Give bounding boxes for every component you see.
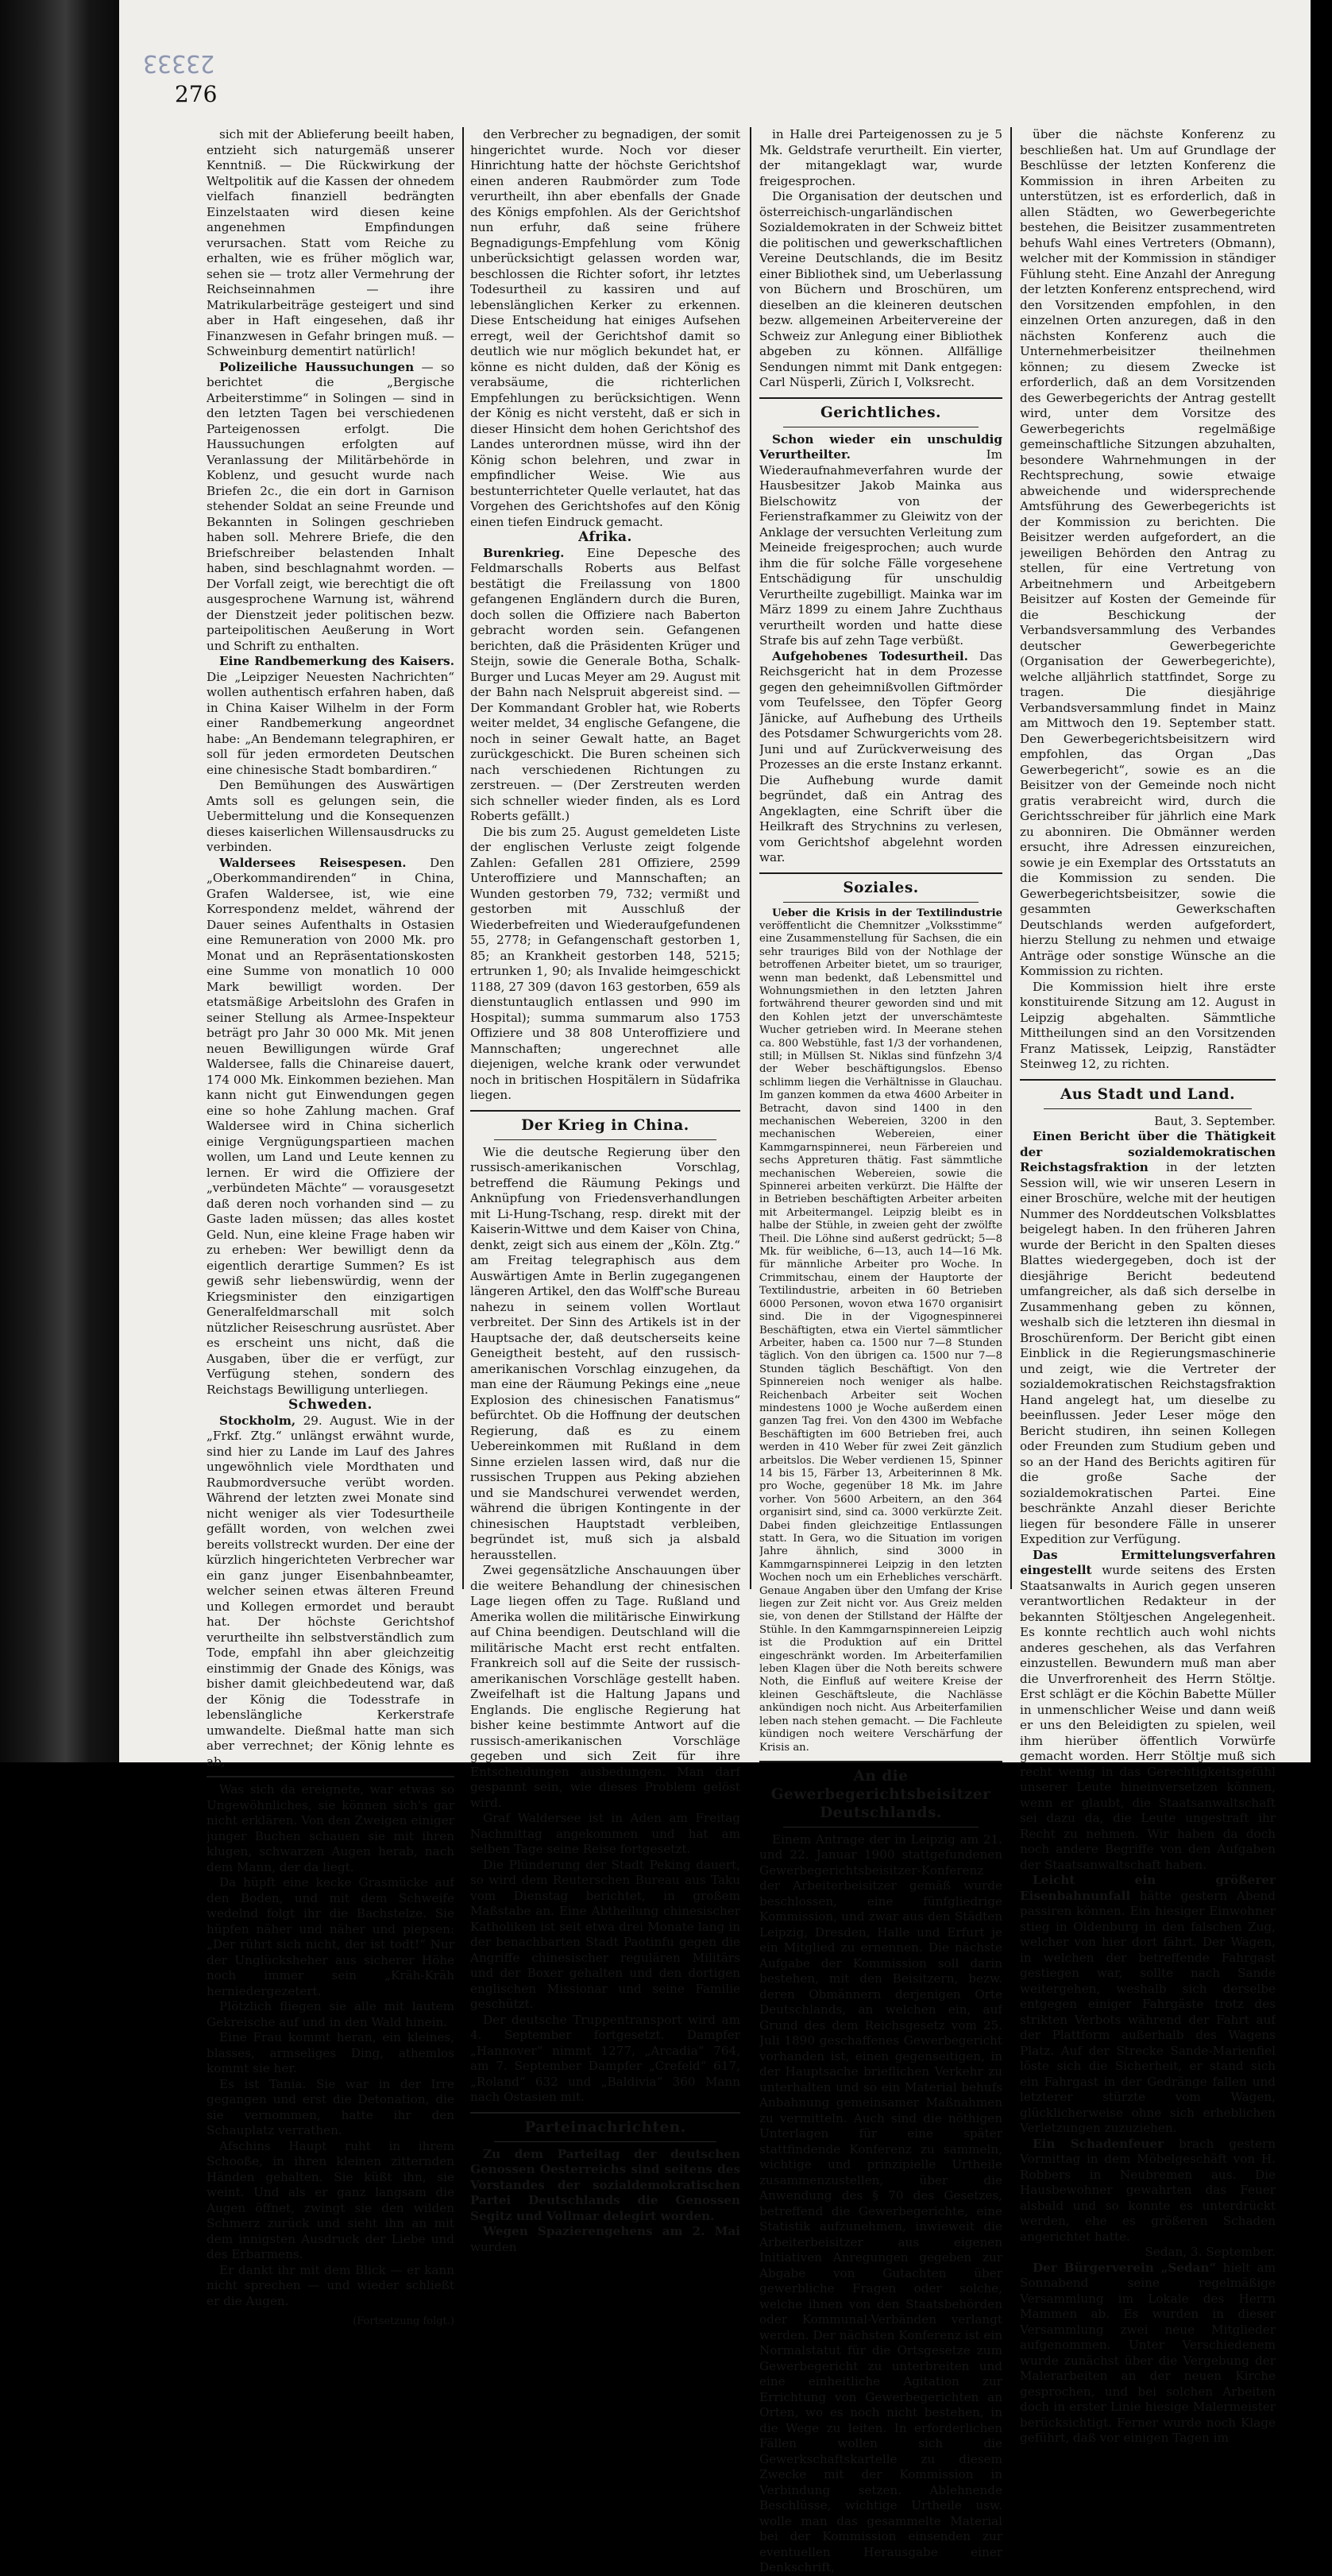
paragraph bbox=[207, 654, 454, 778]
paragraph: Eine Frau kommt heran, ein kleines, blasses, armseliges Ding, athemlos kommt sie her. bbox=[207, 2030, 454, 2075]
lead-in: Einen Bericht über die Thätigkeit der sozialdemokratischen Reichstagsfraktion bbox=[1020, 1129, 1276, 1174]
lead-in: Burenkrieg. bbox=[483, 545, 565, 560]
column-rule bbox=[462, 127, 464, 1589]
paragraph: Da hüpft eine kecke Grasmücke auf den Boden, und mit dem Schweife wedelnd folgt ihr die Bachstelze. Sie hüpfen näher und näher und piepsen: „Der rührt sich nicht, der ist todt!“ Nur der Unglücksheher aus sicherer Höhe noch immer sein „Kräh-Kräh herniedergezetert. bbox=[207, 1875, 454, 1998]
paragraph: Einem Antrage der in Leipzig am 21. und 22. Januar 1900 stattgefundenen Gewerbegerichtsbeisitzer-Konferenz der Arbeiterbeisitzer gemäß wurde beschlossen, eine fünfgliedrige Kommission, und zwar aus den Städten Leipzig, Dresden, Halle und Erfurt je ein Mitglied zu ernennen. Die nächste Aufgabe der Kommission soll darin bestehen, mit den Beisitzern, bezw. deren Obmännern derjenigen Orte Deutschlands, an welchen ein, auf Grund des dem Reichsgesetz vom 25. Juli 1890 geschaffenes Gewerbegericht vorhanden ist, einen gegenseitigen, in der Hauptsache brieflichen Verkehr zu unterhalten und so ein Material behufs Anbahnung gemeinsamer Maßnahmen zu vermitteln. Auch sind die nöthigen Unterlagen für eine später stattfindende Konferenz zu sammeln, wichtige und prinzipielle Urtheile zusammenzustellen, über die Anwendung des § 70 des Gesetzes, betreffend die Gewerbegerichte, eine Statistik aufzunehmen, inwieweit die Arbeiterbeisitzer aus eigenen Initiativen Anregungen gegeben zur Abgabe von Gutachten über gewerbliche Fragen oder solche, welche ihnen von den Staatsbehörden oder Kommunal-Verbänden verlangt werden. Der nächsten Konferenz ist ein Normalstatut für die Ortsgesetze zum Gewerbegericht zu unterbreiten und eine einheitliche Agitation zur Errichtung von Gewerbegerichten an Orten, wo es noch nicht bestehen, in die Wege zu leiten. In erforderlichen Fällen wollen sich die Gewerkschaftskartelle zu diesem Zwecke mit der Kommission in Verbindung setzen. Ablehnende Beschlüsse, wichtige Urtheile usw. wolle man das gesammelte Material bei der Kommission einsenden zur eventuellen Herausgabe einer Denkschrift, bbox=[759, 1831, 1002, 2575]
paragraph bbox=[470, 2224, 740, 2255]
paragraph-text: Das Reichsgericht hat in dem Prozesse gegen den geheimnißvollen Giftmörder vom Teufelssee, den Töpfer Georg Jänicke, auf Aufhebung des Urtheils des Potsdamer Schwurgerichts vom 28. Juni und auf Zurückverweisung des Prozesses an die erste Instanz erkannt. Die Aufhebung wurde damit begründet, daß ein Antrag des Angeklagten, eine Schrift über die Heilkraft des Strychnins zu verlesen, vom Gerichtshof abgelehnt worden war. bbox=[759, 648, 1002, 864]
paragraph-text: Eine Depesche des Feldmarschalls Roberts aus Belfast bestätigt die Freilassung von 1800 gefangenen Engländern durch die Buren, doch sollen die Offiziere nach Baberton gebracht worden sein. Gefangenen berichten, daß die Präsidenten Krüger und Steijn, sowie die Generale Botha, Schalk-Burger und Lucas Meyer am 29. August mit der Bahn nach Nelspruit abgereist sind. — Der Kommandant Grobler hat, wie Roberts weiter meldet, 34 englische Gefangene, die noch in seiner Gewalt hatte, an Baget zurückgeschickt. Die Buren scheinen sich nach verschiedenen Richtungen zu zerstreuen. — (Der Zerstreuten werden sich schneller wieder finden, als es Lord Roberts gefällt.) bbox=[470, 545, 740, 823]
section-heading: Soziales. bbox=[843, 879, 919, 896]
paragraph: Afschins Haupt ruht in ihrem Schooße, in ihren kleinen zitternden Händen gehalten. Sie küßt ihn, sie weint. Und als er ganz langsam die Augen öffnet, zwingt sie den wilden Schmerz zurück und sieht ihn an mit dem innigsten Ausdruck der Liebe und des Erbarmens. bbox=[207, 2138, 454, 2261]
section-heading: Parteinachrichten. bbox=[524, 2118, 686, 2136]
paragraph: Graf Waldersee ist in Aden am Freitag Nachmittag angekommen und hat am selben Tage seine Reise fortgesetzt. bbox=[470, 1811, 740, 1856]
lead-in: Ueber die Krisis in der Textilindustrie bbox=[772, 907, 1002, 919]
paragraph bbox=[759, 432, 1002, 649]
section-divider bbox=[759, 872, 1002, 874]
lead-in: Polizeiliche Haussuchungen bbox=[219, 359, 415, 374]
column-2 bbox=[470, 127, 740, 2255]
paragraph: in Halle drei Parteigenossen zu je 5 Mk. Geldstrafe verurtheilt. Ein vierter, der mitangeklagt war, wurde freigesprochen. bbox=[759, 127, 1002, 188]
paragraph bbox=[207, 856, 454, 1398]
book-binding bbox=[0, 0, 119, 1762]
newspaper-page bbox=[119, 0, 1311, 2575]
column-3 bbox=[759, 127, 1002, 2576]
paragraph bbox=[1020, 2137, 1276, 2245]
paragraph: Zwei gegensätzliche Anschauungen über die weitere Behandlung der chinesischen Lage liegen offen zu Tage. Rußland und Amerika wollen die militärische Einwirkung auf China beendigen. Deutschland will die militärische Macht erst recht entfalten. Frankreich soll auf die Seite der russisch-amerikanischen Vorschläge gestellt haben. Zweifelhaft ist die Haltung Japans und Englands. Die englische Regierung hat bisher keine bestimmte Antwort auf die russisch-amerikanischen Vorschläge gegeben und sich Zeit für ihre Entscheidungen ausbedungen. Man darf gespannt sein, wie dieses Problem gelöst wird. bbox=[470, 1563, 740, 1810]
column-1 bbox=[207, 127, 454, 2330]
column-rule bbox=[1010, 127, 1012, 1589]
section-heading: Schweden. bbox=[288, 1397, 373, 1413]
paragraph-text: Im Wiederaufnahmeverfahren wurde der Hausbesitzer Jakob Mainka aus Bielschowitz von der Ferienstrafkammer zu Gleiwitz von der Anklage der versuchten Verleitung zum Meineide freigesprochen; auch wurde ihm die für solche Fälle vorgesehene Entschädigung für unschuldig Verurtheilte zugebilligt. Mainka war im März 1899 zu einem Jahre Zuchthaus verurtheilt worden und hatte diese Strafe bis auf zehn Tage verbüßt. bbox=[759, 447, 1002, 648]
paragraph bbox=[1020, 1873, 1276, 2137]
page-number: 276 bbox=[175, 81, 218, 107]
lead-in: Leicht ein größerer Eisenbahnunfall bbox=[1020, 1873, 1276, 1903]
paragraph: Er dankt ihr mit dem Blick — er kann nicht sprechen — und wieder schließt er die Augen. bbox=[207, 2262, 454, 2308]
paragraph-text: wurde seitens des Ersten Staatsanwalts in Aurich gegen unseren verantwortlichen Redakteur in der bekannten Stöltjeschen Angelegenheit. Es konnte rechtlich auch wohl nichts anderes geschehen, als das Verfahren einzustellen. Bewundern muß man aber die Unverfrorenheit des Herrn Stöltje. Erst schlägt er die Köchin Babette Müller in unmenschlicher Weise und dann weiß er uns den Beleidigten zu spielen, weil ihm hierüber öffentlich Vorwürfe gemacht worden. Herr Stöltje muß sich recht wenig in das Gerechtigkeitsgefühl unserer Leute hineinversetzen können, wenn er glaubt, die Staatsanwaltschaft sei dazu da, die Leute ungestraft ihr Recht zu nehmen. Wir haben da doch noch andere Begriffe von den Aufgaben der Staatsanwaltschaft haben. bbox=[1020, 1563, 1276, 1872]
heading-underline bbox=[783, 902, 979, 903]
paragraph bbox=[207, 360, 454, 655]
paragraph: über die nächste Konferenz zu beschließen hat. Um auf Grundlage der Beschlüsse der letzten Konferenz die Kommission in ihren Arbeiten zu unterstützen, ist es erforderlich, daß in allen Städten, wo Gewerbegerichte bestehen, die Beisitzer zusammentreten behufs Wahl eines Vertreters (Obmann), welcher mit der Kommission in ständiger Fühlung steht. Eine Anzahl der Anregung der letzten Konferenz entsprechend, wird den Vorsitzenden empfohlen, in den einzelnen Orten anzuregen, daß in den nächsten Konferenz auch die Unternehmerbeisitzer theilnehmen können; zu diesem Zwecke ist erforderlich, daß an dem Vorsitzenden des Gewerbegerichts der Antrag gestellt wird, unter dem Vorsitze des Gewerbegerichts regelmäßige gemeinschaftliche Sitzungen abzuhalten, besondere Wahrnehmungen in der Rechtsprechung, sowie etwaige abweichende und widersprechende Amtsführung des Gewerbegerichts ist der Kommission zu berichten. Die Beisitzer werden aufgefordert, an die jeweiligen Behörden den Antrag zu stellen, für eine Vertretung von Arbeitnehmern und Arbeitgebern Beisitzer auf Kosten der Gemeinde für die Beschickung der Verbandsversammlung des Verbandes deutscher Gewerbegerichte (Organisation der Gewerbegerichte), welche alljährlich stattfindet, Sorge zu tragen. Die diesjährige Verbandsversammlung findet in Mainz am Mittwoch den 19. September statt. Den Gewerbegerichtsbeisitzern wird empfohlen, das Organ „Das Gewerbegericht“, sowie es an die Beisitzer von der Gemeinde noch nicht gratis verabreicht wird, durch die Gerichtsschreiber für jährlich eine Mark zu abonniren. Die Obmänner werden ersucht, ihre Adressen einzureichen, sowie je ein Exemplar des Ortsstatuts an die Kommission zu senden. Die Gewerbegerichtsbeisitzer, sowie die gesammten Gewerkschaften Deutschlands werden aufgefordert, hierzu Stellung zu nehmen und etwaige Anträge oder sonstige Wünsche an die Kommission zu richten. bbox=[1020, 127, 1276, 978]
dateline: Sedan, 3. September. bbox=[1145, 2245, 1276, 2259]
section-divider bbox=[470, 2112, 740, 2114]
paragraph: Wie die deutsche Regierung über den russisch-amerikanischen Vorschlag, betreffend die Räumung Pekings und Anknüpfung von Friedensverhandlungen mit Li-Hung-Tschang, resp. direkt mit der Kaiserin-Wittwe und dem Kaiser von China, denkt, zeigt sich aus einem der „Köln. Ztg.“ am Freitag telegraphisch aus dem Auswärtigen Amte in Berlin zugegangenen längeren Artikel, den das Wolff'sche Bureau nahezu in seinem vollen Wortlaut verbreitet. Der Sinn des Artikels ist in der Hauptsache der, daß deutscherseits keine Geneigtheit besteht, auf den russisch-amerikanischen Vorschlag einzugehen, da man eine der Räumung Pekings eine „neue Explosion des chinesischen Fanatismus“ befürchtet. Ob die Hoffnung der deutschen Regierung, daß es zu einem Uebereinkommen mit Rußland in dem Sinne erzielen lassen wird, daß nur die russischen Truppen aus Peking abziehen und sie Mandschurei verwendet werden, während die übrigen Kontingente in der chinesischen Hauptstadt verbleiben, begründet ist, muß sich ja alsbald herausstellen. bbox=[470, 1144, 740, 1562]
column-4 bbox=[1020, 127, 1276, 2446]
paragraph: Den Bemühungen des Auswärtigen Amts soll es gelungen sein, die Uebermittelung und die Konsequenzen dieses kaiserlichen Willensausdrucks zu verbinden. bbox=[207, 778, 454, 854]
paragraph: Der deutsche Truppentransport wird am 4. September fortgesetzt. Dampfer „Hannover“ nimmt 1277, „Arcadia“ 764, am 7. September Dampfer „Crefeld“ 617, „Roland“ 632 und „Baldivia“ 360 Mann nach Ostasien mit. bbox=[470, 2012, 740, 2104]
paragraph-text: in der letzten Session will, wie wir unseren Lesern in einer Broschüre, welche mit der heutigen Nummer des Norddeutschen Volksblattes beigelegt haben. In den früheren Jahren wurde der Bericht in den Spalten dieses Blattes wiedergegeben, doch ist der diesjährige Bericht bedeutend umfangreicher, als daß sich derselbe in Zusammenhang geben zu können, weshalb sich die letzteren ihn diesmal in Broschürenform. Der Bericht gibt einen Einblick in die Regierungsmaschinerie und zeigt, wie die Vertreter der sozialdemokratischen Reichstagsfraktion Hand angelegt hat, um dieselbe zu beeinflussen. Jeder Leser möge den Bericht studiren, ihn seinen Kollegen oder Freunden zum Studium geben und so an der Hand des Berichts agitiren für die große Sache der sozialdemokratischen Partei. Eine beschränkte Anzahl dieser Berichte liegen für besondere Fälle in unserer Expedition zur Verfügung. bbox=[1020, 1160, 1276, 1546]
paragraph: den Verbrecher zu begnadigen, der somit hingerichtet wurde. Noch vor dieser Hinrichtung hatte der höchste Gerichtshof einen anderen Raubmörder zum Tode verurtheilt, ihn aber ebenfalls der Gnade des Königs empfohlen. Als der Gerichtshof nun erfuhr, daß seine frühere Begnadigungs-Empfehlung vom König unberücksichtigt gelassen worden war, beschlossen die Richter sofort, ihr letztes Todesurtheil zu kassiren und auf lebenslänglichen Kerker zu erkennen. Diese Entscheidung hat einiges Aufsehen erregt, weil der Gerichtshof damit so deutlich wie nur möglich bekundet hat, er könne es nicht dulden, daß der König es verabsäume, die richterlichen Empfehlungen zu berücksichtigen. Wenn der König es nicht versteht, daß er sich in dieser Hinsicht dem hohen Gerichtshof des Landes unterordnen müsse, wird ihn der König schon belehren, und zwar in empfindlicher Weise. Wie aus bestunterrichteter Quelle verlautet, hat das Vorgehen des Gerichtshofes auf den König einen tiefen Eindruck gemacht. bbox=[470, 127, 740, 529]
lead-in: Das Ermittelungsverfahren eingestellt bbox=[1020, 1547, 1276, 1577]
paragraph-text: 29. August. Wie in der „Frkf. Ztg.“ unlängst erwähnt wurde, sind hier zu Lande im Lauf des Jahres ungewöhnlich viele Mordthaten und Raubmordversuche verübt worden. Während der letzten zwei Monate sind nicht weniger als vier Todesurtheile gefällt worden, von welchen zwei bereits vollstreckt wurden. Der eine der kürzlich hingerichteten Verbrecher war ein ganz junger Eisenbahnbeamter, welcher seinen etwas älteren Freund und Kollegen ermordet und beraubt hat. Der höchste Gerichtshof verurtheilte ihn selbstverständlich zum Tode, empfahl ihn aber gleichzeitig einstimmig der Gnade des Königs, was bisher damit gleichbedeutend war, daß der König die Todesstrafe in lebenslängliche Kerkerstrafe umwandelte. Dießmal hatte man sich aber verrechnet; der König lehnte es ab, bbox=[207, 1413, 454, 1769]
paragraph bbox=[1020, 1548, 1276, 1874]
paragraph bbox=[1020, 2261, 1276, 2446]
archive-stamp: 23333 bbox=[143, 49, 215, 77]
lead-in: Stockholm, bbox=[219, 1413, 296, 1428]
paragraph bbox=[759, 907, 1002, 1754]
paragraph: Zu dem Parteitag der deutschen Genossen Oesterreichs sind seitens des Vorstandes der sozialdemokratischen Partei Deutschlands die Genossen Segitz und Vollmar delegirt worden. bbox=[470, 2146, 740, 2223]
feuilleton-divider bbox=[207, 1776, 454, 1777]
paragraph: sich mit der Ablieferung beeilt haben, entzieht sich naturgemäß unserer Kenntniß. — Die Rückwirkung der Weltpolitik auf die Kassen der ohnedem vielfach finanziell bedrängten Einzelstaaten wird diesen keine angenehmen Empfindungen verursachen. Statt vom Reiche zu erhalten, wie es früher möglich war, sehen sie — trotz aller Vermehrung der Reichseinnahmen — ihre Matrikularbeiträge gesteigert und sind aber in Haft eingesehen, daß ihr Finanzwesen in Gefahr bringen muß. — Schweinburg dementirt natürlich! bbox=[207, 127, 454, 358]
lead-in: Der Bürgerverein „Sedan“ bbox=[1033, 2260, 1217, 2275]
section-heading: Afrika. bbox=[578, 529, 632, 545]
paragraph-text: wurden bbox=[470, 2239, 517, 2254]
paragraph bbox=[207, 1414, 454, 1770]
section-heading: Aus Stadt und Land. bbox=[1060, 1085, 1236, 1103]
paragraph-text: Den „Oberkommandirenden“ in China, Grafen Waldersee, ist, wie eine Korrespondenz meldet, während der Dauer seines Aufenthalts in Ostasien eine Remuneration von 2000 Mk. pro Monat und an Repräsentationskosten eine Summe von monatlich 10 000 Mark bewilligt worden. Der etatsmäßige Arbeitslohn des Grafen in seiner Stellung als Armee-Inspekteur beträgt pro Jahr 30 000 Mk. Mit jenen neuen Bewilligungen würde Graf Waldersee, falls die Chinareise dauert, 174 000 Mk. Einkommen beziehen. Man kann nicht gut Einwendungen gegen eine so hohe Zahlung machen. Graf Waldersee wird in China sicherlich einige Vergnügungspartieen machen wollen, um Land und Leute kennen zu lernen. Er wird die Offiziere der „verbündeten Mächte“ — vorausgesetzt daß deren noch vorhanden sind — zu Gaste laden müssen; das alles kostet Geld. Nun, eine kleine Frage haben wir zu erheben: Wer bewilligt denn da eigentlich derartige Summen? Es ist gewiß sehr liebenswürdig, wenn der Kriegsminister den einzigartigen Generalfeldmarschall mit solch nützlicher Reiseschrung ausrüstet. Aber es erscheint uns nicht, daß die Ausgaben, über die er verfügt, zur Verfügung stehen, sondern des Reichstags Bewilligung unterliegen. bbox=[207, 855, 454, 1397]
heading-underline bbox=[783, 1827, 979, 1828]
paragraph-text: brach gestern Vormittag in dem Möbelgeschäft von H. Robbers in Neubremen aus. Die Hausbewohner gewahrten das Feuer alsbald und so konnte es unterdrückt werden, ehe es größeren Schaden angerichtet hatte. bbox=[1020, 2136, 1276, 2244]
paragraph: Die bis zum 25. August gemeldeten Liste der englischen Verluste zeigt folgende Zahlen: Gefallen 281 Offiziere, 2599 Unteroffiziere und Mannschaften; an Wunden gestorben 79, 732; vermißt und gestorben mit Ausschluß der Wiederbefreiten und Wiederaufgefundenen 55, 2778; in Gefangenschaft gestorben 1, 85; an Krankheit gestorben 148, 5215; ertrunken 1, 90; als Invalide heimgeschickt 1188, 27 309 (davon 163 gestorben, 659 als dienstuntauglich entlassen und 990 im Hospital); summa summarum also 1753 Offiziere und 38 808 Unteroffiziere und Mannschaften; ungerechnet alle diejenigen, welche krank oder verwundet noch in britischen Hospitälern in Südafrika liegen. bbox=[470, 824, 740, 1102]
heading-underline bbox=[494, 1139, 716, 1140]
section-heading: An die Gewerbegerichtsbeisitzer Deutschlands. bbox=[770, 1767, 991, 1821]
paragraph: Plötzlich fliegen sie alle mit lautem Gekreische auf und in den Wald hinein. bbox=[207, 1999, 454, 2029]
paragraph-text: hätte gestern Abend passiren können. Ein hiesiger Einwohner stieg in Oldenburg in den falschen Zug, welcher von hier dort fährt. Der Wagen, in welchen der betreffende Fahrgast gestiegen war, sollte nach Sande weitergehen, weshalb sich derselbe entgegen einiger Fahrgäste trotz des strikten Verbots während der Fahrt auf der Plattform außerhalb des Wagens Platz. Auf der Strecke Sande-Marienfiel löste sich die Sicherheit, er stand sich ein Fahrgast in der Gedränge fallen und letzterer stürzte vom Wagen, glücklicherweise ohne sich erheblichen Verletzungen zuzuziehen. bbox=[1020, 1888, 1276, 2135]
section-heading: Gerichtliches. bbox=[820, 404, 941, 421]
paragraph-text: veröffentlicht die Chemnitzer „Volksstimme“ eine Zusammenstellung für Sachsen, die ein sehr trauriges Bild von der Nothlage der betroffenen Arbeiter bietet, um so trauriger, wenn man bedenkt, daß Lebensmittel und Wohnungsmiethen in den letzten Jahren fortwährend theurer geworden sind und mit den Kohlen jetzt der unverschämteste Wucher getrieben wird. In Meerane stehen ca. 800 Webstühle, fast 1/3 der vorhandenen, still; in Müllsen St. Niklas sind fünfzehn 3/4 der Weber beschäftigungslos. Ebenso schlimm liegen die Verhältnisse in Glauchau. Im ganzen kommen da etwa 4600 Arbeiter in Betracht, davon sind 1400 in den mechanischen Webereien, 3200 in den mechanischen Webereien, einer Kammgarnspinnerei, neun Färbereien und sechs Appreturen thätig. Fast sämmtliche mechanischen Webereien, sowie die Spinnerei arbeiten verkürzt. Die Hälfte der in Betrieben beschäftigten Arbeiter arbeiten mit Arbeitermangel. Leipzig bleibt es in halbe der Stühle, in zweien geht der zwölfte Theil. Die Löhne sind außerst gedrückt; 5—8 Mk. für weibliche, 6—13, auch 14—16 Mk. für männliche Arbeiter pro Woche. In Crimmitschau, einem der Hauptorte der Textilindustrie, arbeiten in 60 Betrieben 6000 Personen, wovon etwa 1670 organisirt sind. Die in der Vigognespinnerei Beschäftigten, etwa ein Viertel sämmtlicher Arbeiter, haben ca. 1500 nur 7—8 Stunden täglich. Von den übrigen ca. 1500 nur 7—8 Stunden täglich Beschäftigt. Von den Spinnereien noch weniger als halbe. Reichenbach Arbeiter seit Wochen mindestens 1000 je Woche außerdem einen ganzen Tag frei. Von den 4300 im Webfache Beschäftigten im 600 Betrieben frei, auch werden in 410 Weber für zwei Zeit gänzlich arbeitslos. Die Weber verdienen 15, Spinner 14 bis 15, Färber 13, Arbeiterinnen 8 Mk. pro Woche, gegenüber 18 Mk. im Jahre vorher. Von 5600 Arbeitern, an den 364 organisirt sind, sind ca. 3000 verkürzte Zeit. Dabei finden gleichzeitige Entlassungen statt. In Gera, wo die Situation im vorigen Jahre ähnlich, sind 3000 in Kammgarnspinnerei Leipzig in den letzten Wochen noch um ein Erhebliches verschärft. Genaue Angaben über den Umfang der Krise liegen zur Zeit nicht vor. Aus Greiz melden sie, von denen der Stillstand der Hälfte der Stühle. In den Kammgarnspinnereien Leipzig ist die Produktion auf ein Drittel eingeschränkt worden. Im Arbeiterfamilien leben Klagen über die Noth bereits schwere Noth, die Einfluß auf weitere Kreise der kleinen Geschäftsleute, die Nachlässe ankündigen noch nicht. Aus Arbeiterfamilien leben nach stehen gemacht. — Die Fachleute kündigen noch weitere Verschärfung der Krisis an. bbox=[759, 919, 1002, 1754]
section-heading: Der Krieg in China. bbox=[521, 1116, 689, 1134]
heading-underline bbox=[494, 2141, 716, 2142]
paragraph: Die Organisation der deutschen und österreichisch-ungarländischen Sozialdemokraten in der Schweiz bittet die politischen und gewerkschaftlichen Vereine Deutschlands, die im Besitz einer Bibliothek sind, um Ueberlassung von Büchern und Broschüren, um dieselben an die kleineren deutschen bezw. allgemeinen Arbeitervereine der Schweiz zur Anlegung einer Bibliothek abgeben zu können. Allfällige Sendungen nimmt mit Dank entgegen: Carl Nüsperli, Zürich I, Volksrecht. bbox=[759, 189, 1002, 389]
paragraph bbox=[470, 546, 740, 825]
lead-in: Wegen Spazierengehens am 2. Mai bbox=[483, 2224, 740, 2238]
paragraph-text: hielt am Sonnabend seine regelmäßige Versammlung im Lokale des Herrn Mammen ab. Es wurden in dieser Versammlung zwei neue Mitglieder aufgenommen. Unter Verschiedenem wurde zunächst über die Vergebung der Malerarbeiten an der neuen Kirche gesprochen, und bei solchen Arbeiten doch in erster Linie hiesige Malermeister berücksichtigt. Ferner wurde noch Klage geführt, daß vor einigen Tagen im bbox=[1020, 2260, 1276, 2445]
section-divider bbox=[1020, 1079, 1276, 1081]
paragraph bbox=[1020, 1129, 1276, 1548]
section-divider bbox=[470, 1110, 740, 1112]
lead-in: Schon wieder ein unschuldig Verurtheilter. bbox=[759, 431, 1002, 462]
lead-in: Aufgehobenes Todesurtheil. bbox=[772, 648, 968, 663]
heading-underline bbox=[1044, 1108, 1252, 1109]
dateline: Baut, 3. September. bbox=[1154, 1113, 1276, 1128]
lead-in: Eine Randbemerkung des Kaisers. bbox=[219, 654, 454, 668]
section-divider bbox=[759, 397, 1002, 399]
paragraph: Es ist Tania. Sie war in der Irre gegangen und erst die Detonation, die sie vernommen, hatte ihr den Schauplatz verrathen. bbox=[207, 2076, 454, 2137]
column-rule bbox=[750, 127, 751, 1589]
paragraph: Was sich da ereignete, war etwas so Ungewöhnliches, sie können sich's gar nicht erklären. Von den Zweigen einiger junger Buchen schauen sie mit ihren klugen, schwarzen Augen herab, nach dem Mann, der da liegt. bbox=[207, 1782, 454, 1874]
paragraph-text: Die „Leipziger Neuesten Nachrichten“ wollen authentisch erfahren haben, daß in China Kaiser Wilhelm in der Form einer Randbemerkung angeordnet habe: „An Bendemann telegraphiren, er soll für jeden ermordeten Deutschen eine chinesische Stadt bombardiren.“ bbox=[207, 669, 454, 777]
paragraph: Die Plünderung der Stadt Peking dauert, so wird dem Reuterschen Bureau aus Taku vom Dienstag berichtet, in großem Maßstabe an. Eine Abtheilung chinesischer Katholiken ist seit etwa drei Monate lang in der benachbarten Stadt Paotinfu gegen die Angriffe chinesischer regulären Militärs und der Boxer gehalten und den dortigen englischen Missionar und seine Familie geschützt. bbox=[470, 1857, 740, 2011]
continuation-note: (Fortsetzung folgt.) bbox=[353, 2315, 454, 2327]
paragraph bbox=[759, 649, 1002, 866]
lead-in: Ein Schadenfeuer bbox=[1033, 2136, 1164, 2151]
paragraph-text: — so berichtet die „Bergische Arbeiterstimme“ in Solingen — sind in den letzten Tagen bei verschiedenen Parteigenossen erfolgt. Die Haussuchungen erfolgten auf Veranlassung der Militärbehörde in Koblenz, und gesucht wurde nach Briefen 2c., die ein dort in Garnison stehender Soldat an seine Freunde und Bekannten in Solingen geschrieben haben soll. Mehrere Briefe, die den Briefschreiber belastenden Inhalt haben, sind beschlagnahmt worden. — Der Vorfall zeigt, wie berechtigt die oft ausgesprochene Warnung ist, während der Dienstzeit jeder politischen bezw. parteipolitischen Aeußerung in Wort und Schrift zu enthalten. bbox=[207, 359, 454, 653]
paragraph: Die Kommission hielt ihre erste konstituirende Sitzung am 12. August in Leipzig abgehalten. Sämmtliche Mittheilungen sind an den Vorsitzenden Franz Matissek, Leipzig, Ranstädter Steinweg 12, zu richten. bbox=[1020, 979, 1276, 1071]
lead-in: Waldersees Reisespesen. bbox=[219, 855, 407, 870]
